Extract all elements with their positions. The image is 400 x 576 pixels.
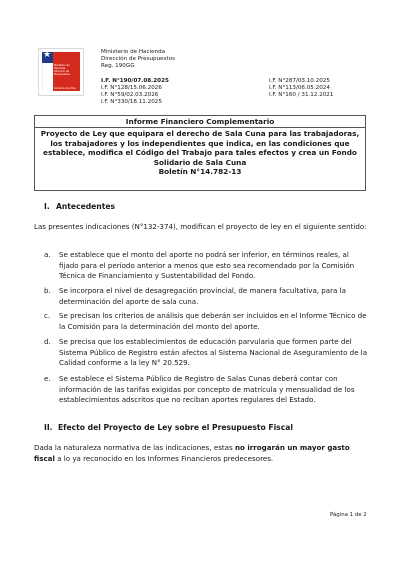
list-item [44,250,368,282]
list-item [44,374,368,406]
list-item [44,311,368,332]
flag-star-icon [42,52,53,63]
section-title: Antecedentes [56,202,116,211]
list-marker: e. [44,374,51,383]
logo-text: Ministerio de Hacienda Dirección de Presupuestos [54,64,70,76]
ref-item: I.F. N°113/06.05.2024 [269,85,330,92]
section-number: II. [44,423,53,432]
list-marker: c. [44,311,51,320]
section-heading-background [44,202,115,212]
list-item [44,337,368,369]
government-logo [38,48,84,96]
ref-item: I.F. N°190/07.08.2025 [101,78,169,84]
list-item [44,286,368,307]
list-marker: d. [44,337,51,346]
list-item-text: Se precisan los criterios de análisis que deberán ser incluidos en el Informe Técnico de la Comisión para la determinación del monto del aporte. [59,311,367,331]
list-item-text: Se incorpora el nivel de desagregación provincial, de manera facultativa, para la determinación del aporte de sala cuna. [59,286,346,306]
list-marker: b. [44,286,51,295]
section-heading-effect [44,423,293,433]
list-item-text: Se precisa que los establecimientos de educación parvularia que formen parte del Sistema Público de Registro están afectos al Sistema Nacional de Aseguramiento de la Calidad conforme a la ley N° 20.529. [59,337,368,368]
effect-paragraph: Dada la naturaleza normativa de las indicaciones, estas no irrogarán un mayor gasto fiscal a lo ya reconocido en los Informes Financieros predecesores. [34,443,350,463]
ref-item: I.F. N°330/18.11.2025 [101,99,162,106]
ministry-name: Ministerio de Hacienda [101,49,166,55]
intro-paragraph: Las presentes indicaciones (N°132-374), modifican el proyecto de ley en el siguiente sentido: [34,222,367,231]
registry-number: Reg. 190GG [101,63,135,70]
page-number: Página 1 de 2 [330,512,367,518]
report-title: Informe Financiero Complementario [35,116,365,128]
list-marker: a. [44,250,51,259]
section-number: I. [44,202,50,211]
list-item-text: Se establece el Sistema Público de Registro de Salas Cunas deberá contar con información de las tarifas exigidas por concepto de matrícula y mensualidad de los establecimientos adscritos que no reciban aportes regulares del Estado. [59,374,355,405]
directorate-name: Dirección de Presupuestos [101,56,176,63]
ref-item: I.F. N°128/15.06.2026 [101,85,162,92]
logo-bottom-text: Gobierno de Chile [54,87,76,90]
report-header-box [34,115,366,191]
section-title: Efecto del Proyecto de Ley sobre el Presupuesto Fiscal [58,423,293,432]
project-title: Proyecto de Ley que equipara el derecho de Sala Cuna para las trabajadoras, los trabajadores y los independientes que indica, en las condiciones que establece, modifica el Código del Trabajo para tales efectos y crea un Fondo Solidario de Sala Cuna [40,129,360,167]
bulletin-number: Boletín N°14.782-13 [158,167,242,177]
ref-item: I.F. N°160 / 31.12.2021 [269,92,334,99]
ref-item: I.F. N°287/03.10.2025 [269,78,330,84]
fiscal-impact-emphasis: no irrogarán un mayor gasto fiscal [34,443,350,463]
financial-report-refs-left [101,78,169,106]
financial-report-refs-right [269,78,333,99]
ministry-header [101,49,175,71]
ref-item: I.F. N°59/02.03.2026 [101,92,159,99]
list-item-text: Se establece que el monto del aporte no podrá ser inferior, en términos reales, al fijado para el período anterior a menos que esto sea recomendado por la Comisión Técnica de Financiamiento y Sustentabilidad del Fondo. [59,250,355,281]
